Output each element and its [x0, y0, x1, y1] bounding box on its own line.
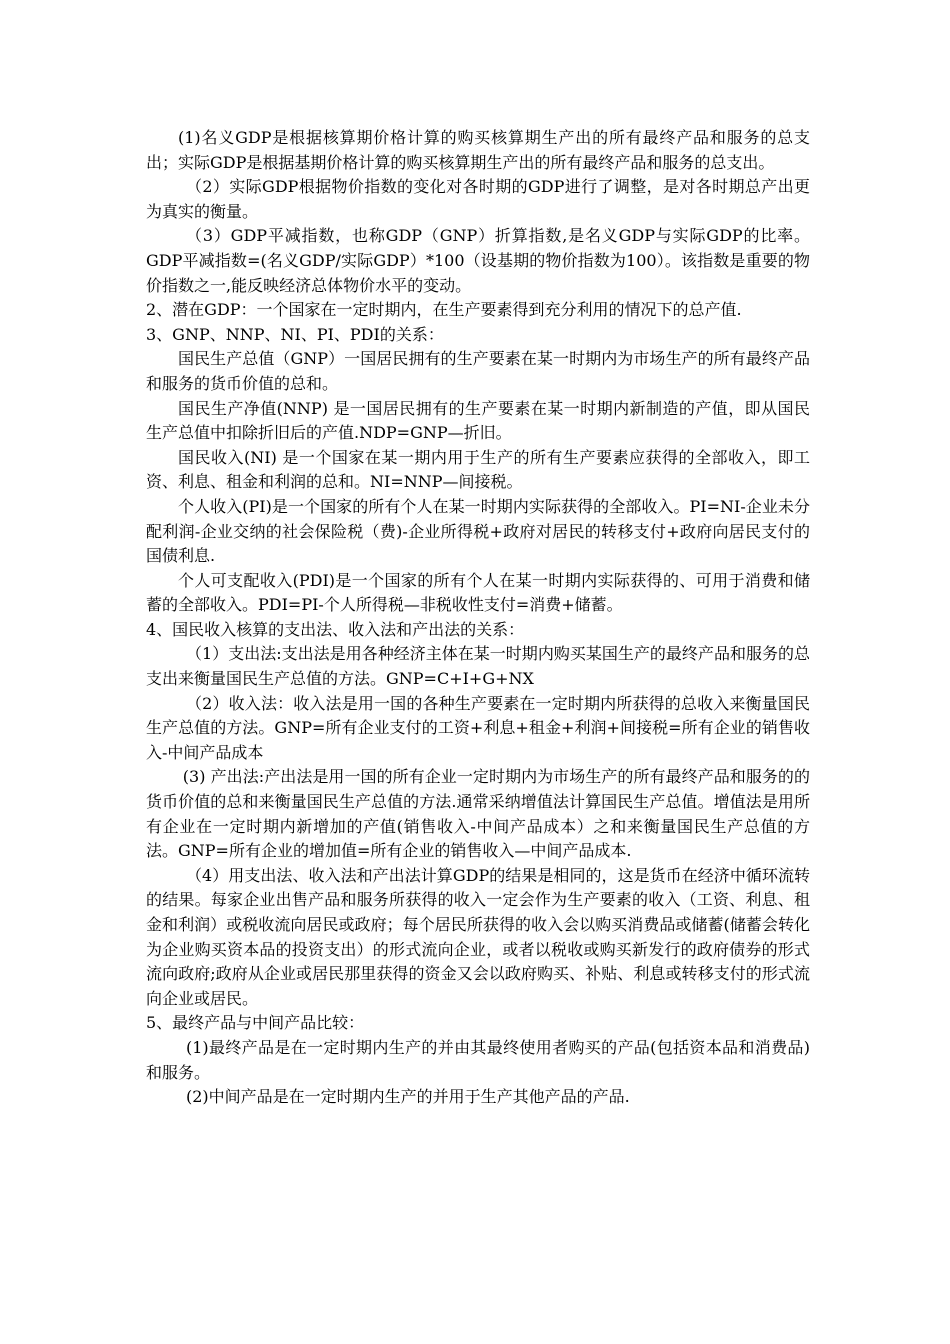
- heading-national-accounts-relations: 3、GNP、NNP、NI、PI、PDI的关系：: [146, 324, 444, 344]
- document-body: [146, 126, 810, 1110]
- paragraph-intermediate-products: (2)中间产品是在一定时期内生产的并用于生产其他产品的产品.: [186, 1087, 630, 1107]
- paragraph-gdp-deflator: （3）GDP平减指数，也称GDP（GNP）折算指数,是名义GDP与实际GDP的比率。GDP平减指数=(名义GDP/实际GDP）*100（设基期的物价指数为100）。该指数是重要的物价指数之一,能反映经济总体物价水平的变动。: [146, 226, 810, 295]
- paragraph-pdi: 个人可支配收入(PDI)是一个国家的所有个人在某一时期内实际获得的、可用于消费和储蓄的全部收入。PDI=PI-个人所得税—非税收性支付=消费+储蓄。: [146, 570, 810, 615]
- paragraph-final-products: (1)最终产品是在一定时期内生产的并由其最终使用者购买的产品(包括资本品和消费品)和服务。: [146, 1037, 810, 1082]
- paragraph-nnp: 国民生产净值(NNP) 是一国居民拥有的生产要素在某一时期内新制造的产值，即从国民生产总值中扣除折旧后的产值.NDP=GNP—折旧。: [146, 398, 810, 443]
- paragraph-methods-equivalence: （4）用支出法、收入法和产出法计算GDP的结果是相同的，这是货币在经济中循环流转的结果。每家企业出售产品和服务所获得的收入一定会作为生产要素的收入（工资、利息、租金和利润）或税收流向居民或政府；每个居民所获得的收入会以购买消费品或储蓄(储蓄会转化为企业购买资本品的投资支出）的形式流向企业，或者以税收或购买新发行的政府债券的形式流向政府;政府从企业或居民那里获得的资金又会以政府购买、补贴、利息或转移支付的形式流向企业或居民。: [146, 865, 810, 1008]
- heading-accounting-methods: 4、国民收入核算的支出法、收入法和产出法的关系：: [146, 619, 525, 639]
- paragraph-output-method: (3) 产出法:产出法是用一国的所有企业一定时期内为市场生产的所有最终产品和服务的的货币价值的总和来衡量国民生产总值的方法.通常采纳增值法计算国民生产总值。增值法是用所有企业在一定时期内新增加的产值(销售收入-中间产品成本）之和来衡量国民生产总值的方法。GNP=所有企业的增加值=所有企业的销售收入—中间产品成本.: [146, 767, 810, 861]
- paragraph-pi: 个人收入(PI)是一个国家的所有个人在某一时期内实际获得的全部收入。PI=NI-企业未分配利润-企业交纳的社会保险税（费)-企业所得税+政府对居民的转移支付+政府向居民支付的国债利息.: [146, 496, 810, 566]
- paragraph-income-method: （2）收入法：收入法是用一国的各种生产要素在一定时期内所获得的总收入来衡量国民生产总值的方法。GNP=所有企业支付的工资+利息+租金+利润+间接税=所有企业的销售收入-中间产品成本: [146, 693, 810, 762]
- heading-potential-gdp: 2、潜在GDP：一个国家在一定时期内，在生产要素得到充分利用的情况下的总产值.: [146, 300, 742, 320]
- paragraph-nominal-real-gdp: (1)名义GDP是根据核算期价格计算的购买核算期生产出的所有最终产品和服务的总支出；实际GDP是根据基期价格计算的购买核算期生产出的所有最终产品和服务的总支出。: [146, 128, 810, 172]
- paragraph-gnp: 国民生产总值（GNP）一国居民拥有的生产要素在某一时期内为市场生产的所有最终产品和服务的货币价值的总和。: [146, 349, 810, 393]
- heading-final-vs-intermediate: 5、最终产品与中间产品比较：: [146, 1013, 365, 1033]
- paragraph-real-gdp-adjustment: （2）实际GDP根据物价指数的变化对各时期的GDP进行了调整，是对各时期总产出更为真实的衡量。: [146, 177, 810, 221]
- paragraph-expenditure-method: （1）支出法:支出法是用各种经济主体在某一时期内购买某国生产的最终产品和服务的总支出来衡量国民生产总值的方法。GNP=C+I+G+NX: [146, 644, 810, 689]
- paragraph-ni: 国民收入(NI) 是一个国家在某一期内用于生产的所有生产要素应获得的全部收入，即工资、利息、租金和利润的总和。NI=NNP—间接税。: [146, 447, 810, 492]
